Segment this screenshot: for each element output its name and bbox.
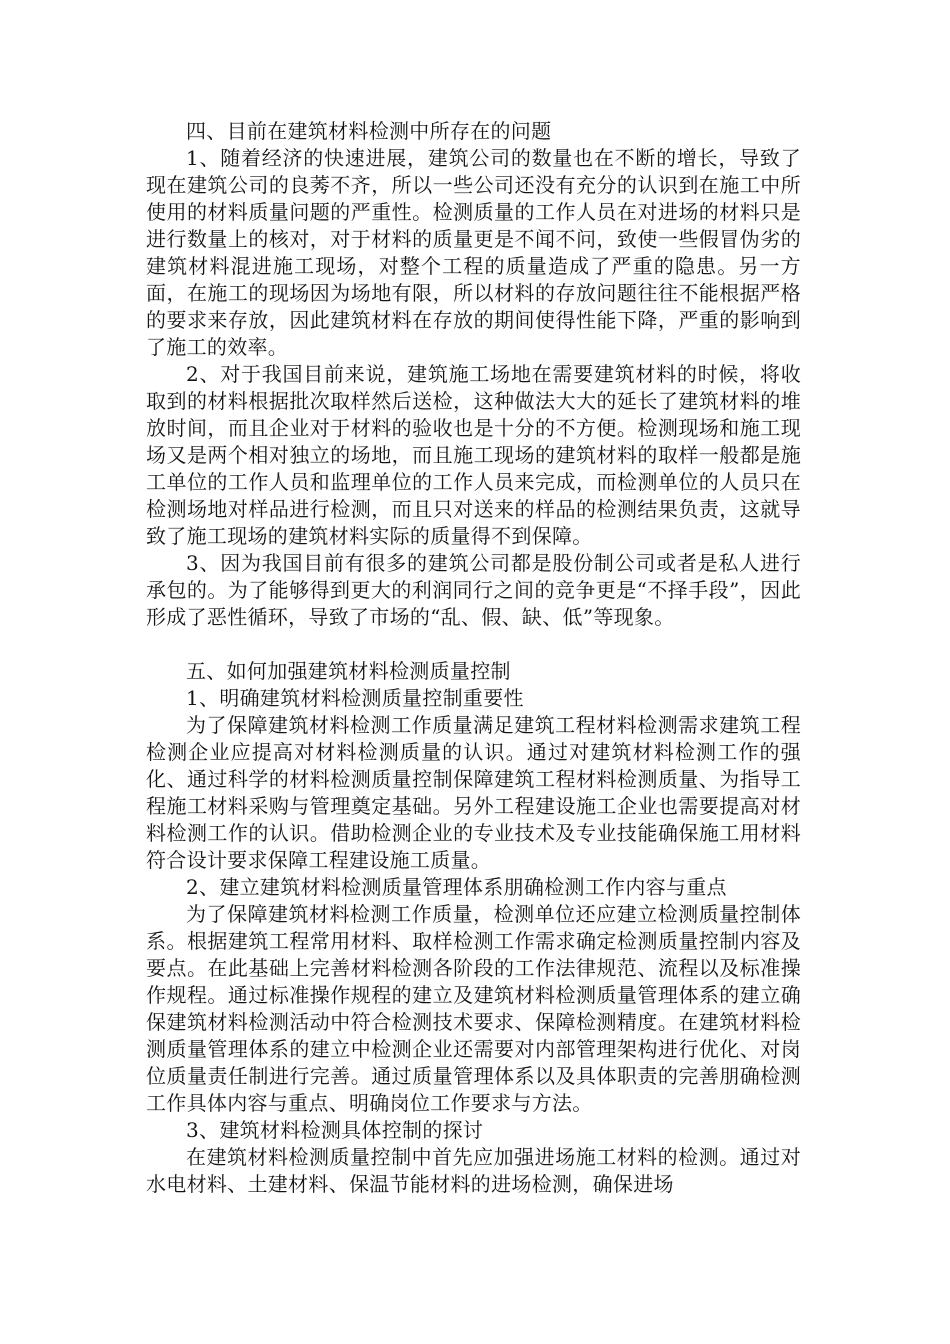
section-4-heading: 四、目前在建筑材料检测中所存在的问题 <box>186 119 552 143</box>
section-5-subheading-1: 1、明确建筑材料检测质量控制重要性 <box>186 686 524 710</box>
section-5-paragraph-1: 为了保障建筑材料检测工作质量满足建筑工程材料检测需求建筑工程检测企业应提高对材料检测质量的认识。通过对建筑材料检测工作的强化、通过科学的材料检测质量控制保障建筑工程材料检测质量、为指导工程施工材料采购与管理奠定基础。另外工程建设施工企业也需要提高对材料检测工作的认识。借助检测企业的专业技术及专业技能确保施工用材料符合设计要求保障工程建设施工质量。 <box>146 713 801 872</box>
section-4-paragraph-3: 3、因为我国目前有很多的建筑公司都是股份制公司或者是私人进行承包的。为了能够得到更大的利润同行之间的竞争更是“不择手段”，因此形成了恶性循环，导致了市场的“乱、假、缺、低”等现象。 <box>146 551 801 629</box>
section-5-subheading-3: 3、建筑材料检测具体控制的探讨 <box>186 1118 484 1142</box>
section-5-subheading-2: 2、建立建筑材料检测质量管理体系朋确检测工作内容与重点 <box>186 875 727 899</box>
section-5-paragraph-2: 为了保障建筑材料检测工作质量，检测单位还应建立检测质量控制体系。根据建筑工程常用材料、取样检测工作需求确定检测质量控制内容及要点。在此基础上完善材料检测各阶段的工作法律规范、流程以及标准操作规程。通过标准操作规程的建立及建筑材料检测质量管理体系的建立确保建筑材料检测活动中符合检测技术要求、保障检测精度。在建筑材料检测质量管理体系的建立中检测企业还需要对内部管理架构进行优化、对岗位质量责任制进行完善。通过质量管理体系以及具体职责的完善朋确检测工作具体内容与重点、明确岗位工作要求与方法。 <box>146 902 801 1115</box>
section-5-paragraph-3: 在建筑材料检测质量控制中首先应加强进场施工材料的检测。通过对水电材料、土建材料、保温节能材料的进场检测，确保进场 <box>146 1145 801 1196</box>
document-page <box>146 118 801 1198</box>
section-4-paragraph-2: 2、对于我国目前来说，建筑施工场地在需要建筑材料的时候，将收取到的材料根据批次取样然后送检，这种做法大大的延长了建筑材料的堆放时间，而且企业对于材料的验收也是十分的不方便。检测现场和施工现场又是两个相对独立的场地，而且施工现场的建筑材料的取样一般都是施工单位的工作人员和监理单位的工作人员来完成，而检测单位的人员只在检测场地对样品进行检测，而且只对送来的样品的检测结果负责，这就导致了施工现场的建筑材料实际的质量得不到保障。 <box>146 362 801 548</box>
section-4-paragraph-1: 1、随着经济的快速进展，建筑公司的数量也在不断的增长，导致了现在建筑公司的良莠不齐，所以一些公司还没有充分的认识到在施工中所使用的材料质量问题的严重性。检测质量的工作人员在对进场的材料只是进行数量上的核对，对于材料的质量更是不闻不问，致使一些假冒伪劣的建筑材料混进施工现场，对整个工程的质量造成了严重的隐患。另一方面，在施工的现场因为场地有限，所以材料的存放问题往往不能根据严格的要求来存放，因此建筑材料在存放的期间使得性能下降，严重的影响到了施工的效率。 <box>146 146 801 359</box>
section-5-heading: 五、如何加强建筑材料检测质量控制 <box>186 659 511 683</box>
section-spacer <box>146 631 801 658</box>
